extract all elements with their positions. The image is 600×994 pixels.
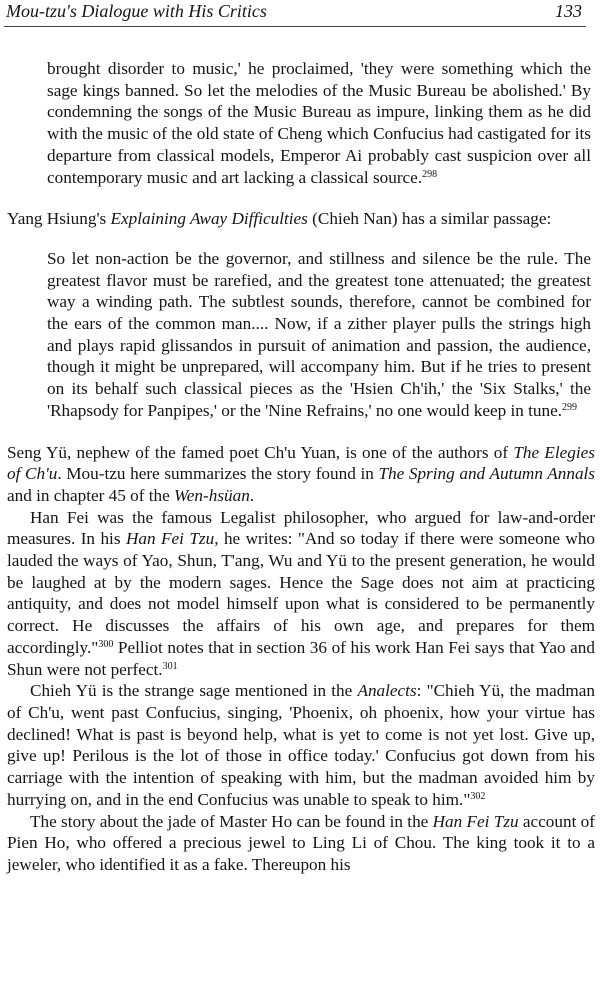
page-body bbox=[0, 58, 600, 876]
text-run: account of Pien Ho, who offered a precious jewel to Ling Li of Chou. The king took it to a jeweler, who identified it as a fake. Thereupon his bbox=[7, 811, 596, 874]
text-run: brought disorder to music,' he proclaimed, 'they were something which the sage kings banned. So let the melodies of the Music Bureau be abolished.' By condemning the songs of the Music Bureau as impure, linking them as he did with the music of the old state of Cheng which Confucius had castigated for its departure from classical models, Emperor Ai probably cast suspicion over all contemporary music and art lacking a classical source. bbox=[47, 59, 591, 187]
text-run: . Mou-tzu here summarizes the story found in bbox=[57, 464, 379, 484]
footnote-ref: 299 bbox=[562, 401, 578, 413]
footnote-ref: 300 bbox=[98, 638, 114, 650]
block-quote-chieh-nan bbox=[0, 248, 600, 422]
footnote-ref: 302 bbox=[470, 790, 486, 802]
text-run: Chieh Yü is the strange sage mentioned in the bbox=[30, 681, 358, 701]
paragraph-han-fei bbox=[0, 507, 600, 681]
italic-title: Han Fei Tzu bbox=[125, 529, 215, 549]
text-run: So let non-action be the governor, and stillness and silence be the rule. The greatest flavor must be rarefied, and the greatest tone attenuated; the greatest way a winding path. The subtlest sounds, therefore, cannot be combined for the ears of the common man.... Now, if a zither player pulls the strings high and plays rapid glissandos in pursuit of animation and passion, the audience, though it might be unprepared, will accompany him. But if he tries to present on its behalf such classical pieces as the 'Hsien Ch'ih,' the 'Six Stalks,' the 'Rhapsody for Panpipes,' or the 'Nine Refrains,' no one would keep in tune. bbox=[47, 248, 591, 420]
paragraph-jade-of-master-ho bbox=[0, 811, 600, 876]
running-title: Mou-tzu's Dialogue with His Critics bbox=[6, 1, 267, 21]
paragraph-music-bureau bbox=[0, 58, 600, 188]
italic-title: Wen-hsüan bbox=[174, 485, 250, 505]
paragraph-yang-hsiung bbox=[0, 208, 600, 230]
text-run: . bbox=[249, 485, 255, 505]
italic-title: Explaining Away Difficulties bbox=[110, 209, 308, 229]
text-run: The story about the jade of Master Ho can be found in the bbox=[30, 811, 433, 831]
footnote-ref: 298 bbox=[422, 168, 438, 180]
text-run: : "Chieh Yü, the madman of Ch'u, went past Confucius, singing, 'Phoenix, oh phoenix, how your virtue has declined! What is past is beyond help, what is yet to come is not yet lost. Give up, give up! Perilous is the lot of those in office today.' Confucius got down from his carriage with the intention of speaking with him, but the madman avoided him by hurrying on, and in the end Confucius was unable to speak to him." bbox=[7, 681, 595, 809]
text-run: Yang Hsiung's bbox=[7, 209, 111, 229]
text-run: (Chieh Nan) has a similar passage: bbox=[307, 209, 552, 229]
italic-title: Han Fei Tzu bbox=[432, 811, 519, 831]
paragraph-chieh-yu bbox=[0, 680, 600, 810]
text-run: Seng Yü, nephew of the famed poet Ch'u Yuan, is one of the authors of bbox=[7, 442, 514, 462]
footnote-ref: 301 bbox=[162, 660, 178, 672]
italic-title: The Elegies of Ch'u bbox=[7, 442, 595, 484]
header-rule bbox=[4, 26, 586, 27]
italic-title: The Spring and Autumn Annals bbox=[378, 464, 595, 484]
text-run: Pelliot notes that in section 36 of his work Han Fei says that Yao and Shun were not perfect. bbox=[7, 637, 595, 679]
page-header bbox=[6, 0, 582, 22]
paragraph-seng-yu bbox=[0, 442, 600, 507]
text-run: , he writes: "And so today if there were someone who lauded the ways of Yao, Shun, T'ang, Wu and Yü to the present generation, he would be laughed at by the modern sages. Hence the Sage does not aim at practicing antiquity, and does not model himself upon what is considered to be permanently correct. He discusses the affairs of his own age, and prepares for them accordingly." bbox=[7, 529, 596, 657]
italic-title: Analects bbox=[357, 681, 417, 701]
text-run: and in chapter 45 of the bbox=[7, 485, 175, 505]
text-run: Han Fei was the famous Legalist philosopher, who argued for law-and-order measures. In his bbox=[7, 507, 595, 549]
page-number: 133 bbox=[555, 1, 582, 21]
